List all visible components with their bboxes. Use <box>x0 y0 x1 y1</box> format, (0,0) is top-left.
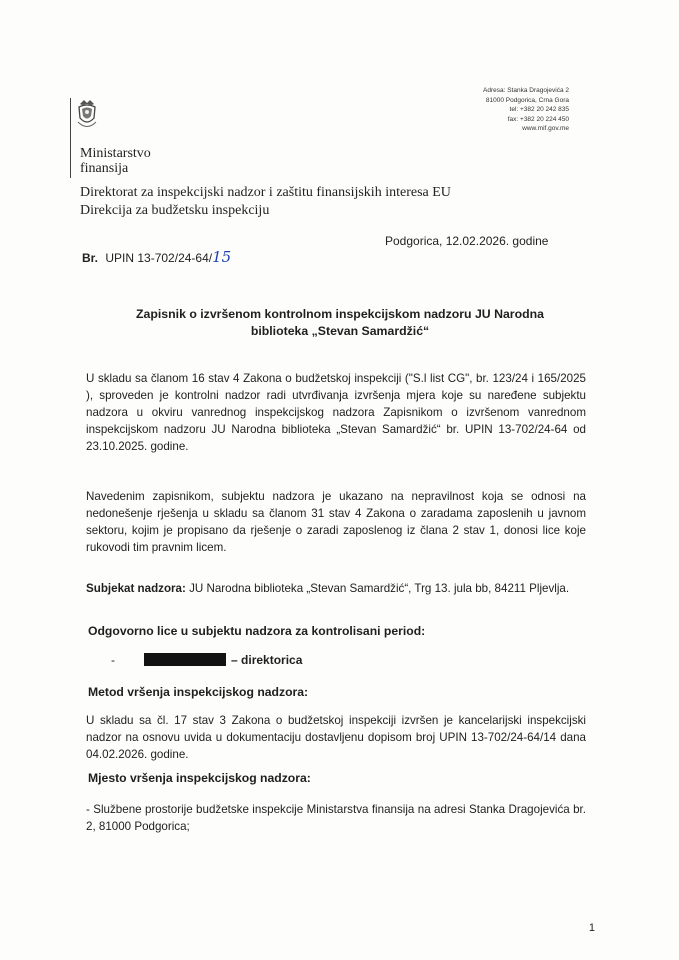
responsible-person <box>111 653 302 667</box>
handwritten-number: 15 <box>212 248 232 266</box>
redacted-name <box>144 653 226 666</box>
method-text: U skladu sa čl. 17 stav 3 Zakona o budžetskoj inspekciji izvršen je kancelarijski inspekcijski nadzor na osnovu uvida u dokumentaciju dostavljenu dopisom broj UPIN 13-702/24-64/14 dana 04.02.2026. godine. <box>86 714 586 762</box>
list-dash: - <box>111 653 115 667</box>
contact-tel: tel: +382 20 242 835 <box>509 106 569 114</box>
contact-web: www.mif.gov.me <box>522 125 569 133</box>
division-name: Direkcija za budžetsku inspekciju <box>80 203 270 218</box>
paragraph-irregularity: Navedenim zapisnikom, subjektu nadzora je ukazano na nepravilnost koja se odnosi na nedonešenje rješenja u skladu sa članom 31 stav 4 Zakona o zaradama zaposlenih u javnom sektoru, kojim je propisano da rješenje o zaradi zaposlenog iz člana 2 stav 1, donosi lice koje rukovodi tim pravnim licem. <box>86 490 586 555</box>
subject-of-supervision <box>86 580 586 597</box>
place-text: - Službene prostorije budžetske inspekcije Ministarstva finansija na adresi Stanka Dragojevića br. 2, 81000 Podgorica; <box>86 803 586 834</box>
ministry-name <box>80 146 151 176</box>
document-date: Podgorica, 12.02.2026. godine <box>385 234 549 248</box>
reference-number <box>82 248 231 266</box>
contact-fax: fax: +382 20 224 450 <box>507 115 569 123</box>
reference-value: UPIN 13-702/24-64/ <box>105 251 213 265</box>
directorate-name: Direktorat za inspekcijski nadzor i zaštitu finansijskih interesa EU <box>80 185 451 200</box>
contact-address: Adresa: Stanka Dragojevića 2 <box>483 87 569 94</box>
subject-label: Subjekat nadzora: <box>86 582 186 595</box>
coat-of-arms-icon <box>76 98 98 132</box>
paragraph-legal-basis: U skladu sa članom 16 stav 4 Zakona o budžetskoj inspekciji ("S.l list CG", br. 123/24 i 165/2025 ), sproveden je kontrolni nadzor radi utvrđivanja izvršenja mjera koje su naređene subjektu nadzora u okviru vanrednog inspekcijskog nadzora Zapisnikom o izvršenom vanrednom inspekcijskom nadzoru JU Narodna biblioteka „Stevan Samardžić“ br. UPIN 13-702/24-64 od 23.10.2025. godine. <box>86 372 586 454</box>
responsible-role: – direktorica <box>231 653 303 667</box>
subject-value: JU Narodna biblioteka „Stevan Samardžić“, Trg 13. jula bb, 84211 Pljevlja. <box>189 582 570 595</box>
title-line2: biblioteka „Stevan Samardžić“ <box>250 324 430 338</box>
header-divider <box>70 98 71 178</box>
reference-prefix: Br. <box>82 251 99 265</box>
page-number: 1 <box>588 922 595 934</box>
ministry-line1: Ministarstvo <box>80 146 151 161</box>
title-line1: Zapisnik o izvršenom kontrolnom inspekcijskom nadzoru JU Narodna <box>136 307 544 321</box>
method-heading: Metod vršenja inspekcijskog nadzora: <box>88 685 309 699</box>
responsible-heading: Odgovorno lice u subjektu nadzora za kontrolisani period: <box>88 624 426 638</box>
ministry-line2: finansija <box>80 161 129 176</box>
place-heading: Mjesto vršenja inspekcijskog nadzora: <box>88 771 311 785</box>
document-title <box>100 306 580 340</box>
contact-city: 81000 Podgorica, Crna Gora <box>485 96 569 104</box>
contact-block <box>439 86 569 134</box>
